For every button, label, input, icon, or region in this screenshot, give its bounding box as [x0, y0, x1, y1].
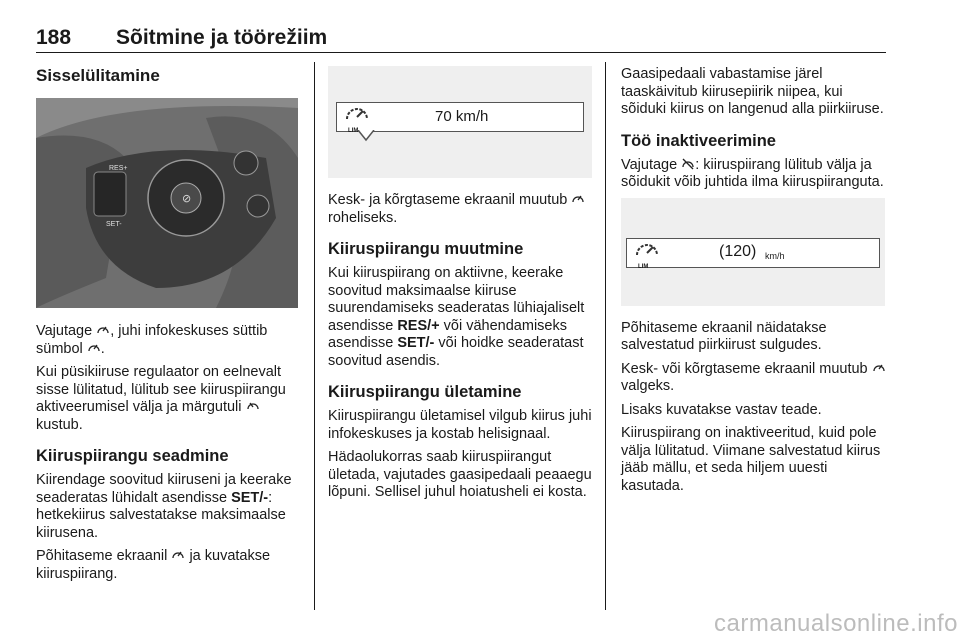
speed-limiter-icon [171, 548, 185, 561]
heading-deactivate: Töö inaktiveerimine [621, 131, 776, 150]
display-pointer [358, 130, 388, 144]
text: , juhi infokeskuses süttib sümbol [36, 323, 268, 357]
text: : kiiruspiirang lülitub välja ja sõidukit võib juhtida ilma kiiruspiiranguta. [621, 156, 884, 190]
paragraph [328, 265, 592, 370]
paragraph [36, 548, 300, 583]
display-speed: (120) [719, 242, 757, 260]
text: või hoidke seaderatast soovitud asendis. [328, 335, 584, 369]
text: : hetkekiirus salvestatakse maksimaalse kiirusena. [36, 489, 286, 541]
set-minus-term: SET/- [231, 489, 269, 506]
text: Vajutage [621, 156, 678, 173]
text: valgeks. [621, 378, 675, 394]
display-panel-70 [328, 66, 592, 178]
column-1 [36, 66, 300, 589]
column-divider-2 [605, 62, 606, 610]
set-minus-term: SET/- [397, 335, 435, 351]
display-unit: km/h [765, 250, 785, 261]
display-speed: 70 km/h [435, 108, 489, 125]
watermark: carmanualsonline.info [714, 610, 958, 637]
paragraph: Kiiruspiirangu ületamisel vilgub kiirus juhi infokeskuses ja kostab helisignaal. [328, 408, 592, 442]
paragraph [36, 472, 300, 542]
text: Kui püsikiiruse regulaator on eelnevalt sisse lülitatud, lülitub see kiiruspiirangu aktiveerumisel välja ja märgutuli [36, 364, 286, 415]
text: Kesk- või kõrgtaseme ekraanil muutub [621, 360, 868, 377]
res-label: RES+ [109, 165, 128, 172]
speed-limiter-icon [571, 192, 585, 205]
limiter-off-icon [681, 157, 695, 170]
speed-limiter-icon [872, 361, 886, 374]
cruise-control-icon [246, 399, 260, 412]
text: ja kuvatakse kiiruspiirang. [36, 548, 271, 582]
header-rule [36, 52, 886, 53]
heading-exceed: Kiiruspiirangu ületamine [328, 383, 522, 401]
page-number: 188 [36, 26, 72, 49]
display-panel-120 [621, 198, 885, 306]
paragraph: Hädaolukorras saab kiiruspiirangut ületada, vajutades gaasipedaali peaaegu lõpuni. Sellisel juhul hoiatusheli ei kosta. [328, 449, 592, 500]
text: Kui kiiruspiirang on aktiivne, keerake soovitud maksimaalse kiiruse suurendamiseks seaderatas lühiajaliselt asendisse [328, 265, 585, 334]
column-divider-1 [314, 62, 315, 610]
lim-label: LIM [348, 128, 359, 134]
res-plus-term: RES/+ [397, 317, 440, 334]
svg-text:⊘: ⊘ [182, 192, 192, 205]
text: roheliseks. [328, 209, 398, 226]
column-2 [328, 66, 592, 508]
paragraph: Gaasipedaali vabastamise järel taaskäivitub kiirusepiirik niipea, kui sõiduki kiirus on langenud alla piirkiiruse. [621, 66, 884, 117]
paragraph [36, 364, 300, 434]
text: . [100, 340, 105, 357]
steering-wheel-photo [36, 98, 298, 308]
page-header [36, 26, 886, 52]
paragraph: Lisaks kuvatakse vastav teade. [621, 401, 822, 418]
speed-limiter-icon [96, 323, 110, 336]
paragraph [621, 157, 887, 192]
chapter-title: Sõitmine ja töörežiim [116, 26, 328, 49]
text: Vajutage [36, 323, 93, 339]
paragraph: Põhitaseme ekraanil näidatakse salvestatud piirkiirust sulgudes. [621, 319, 827, 353]
paragraph: Kiiruspiirang on inaktiveeritud, kuid pole välja lülitatud. Viimane salvestatud kiirus jääb mällu, et seda hiljem uuesti kasutada. [621, 425, 881, 494]
column-3 [621, 66, 887, 501]
text: või vähendamiseks asendisse [328, 317, 567, 351]
set-label: SET- [106, 221, 122, 228]
display-box [626, 238, 880, 268]
speed-limiter-icon [87, 341, 101, 354]
section-title-activation: Sisselülitamine [36, 66, 160, 85]
heading-change: Kiiruspiirangu muutmine [328, 240, 524, 258]
text: kustub. [36, 416, 83, 433]
text: Kiirendage soovitud kiiruseni ja keerake seaderatas lühidalt asendisse [36, 472, 292, 506]
display-box [336, 102, 584, 132]
text: Kesk- ja kõrgtaseme ekraanil muutub [328, 192, 568, 208]
heading-setting: Kiiruspiirangu seadmine [36, 447, 229, 465]
steering-wheel-illustration [36, 98, 298, 308]
paragraph [621, 361, 887, 396]
text: Põhitaseme ekraanil [36, 548, 168, 564]
paragraph [328, 192, 592, 227]
lim-label: LIM [638, 263, 649, 270]
paragraph [36, 323, 300, 358]
